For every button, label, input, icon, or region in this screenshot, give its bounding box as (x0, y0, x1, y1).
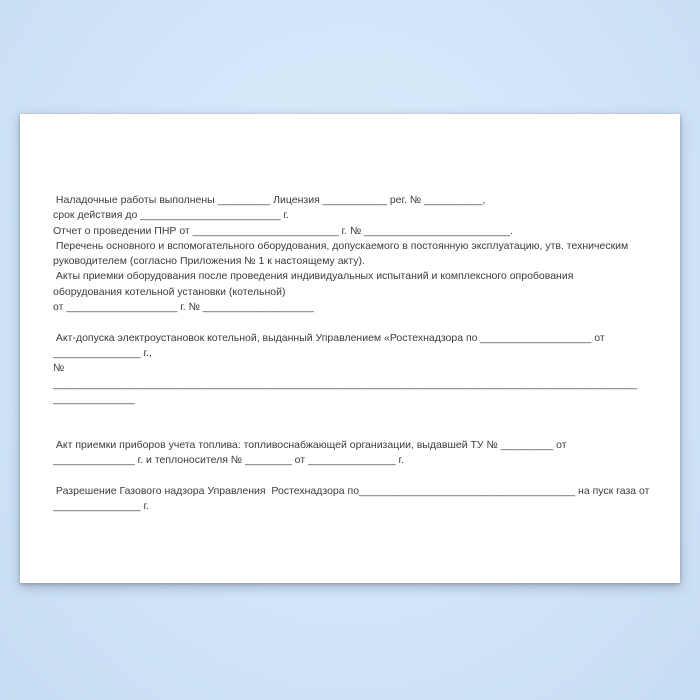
form-line-fuel-meters-act-cont: ______________ г. и теплоносителя № ________ от _______________ г. (53, 454, 404, 467)
form-line-electrical-act-date: _______________ г., (53, 346, 152, 359)
form-line-acceptance-acts: Акты приемки оборудования после проведения индивидуальных испытаний и комплексного опробования (53, 270, 574, 283)
form-line-gas-permit: Разрешение Газового надзора Управления Ростехнадзора по_____________________________________ на пуск газа от (53, 484, 650, 497)
form-line-fuel-meters-act: Акт приемки приборов учета топлива: топливоснабжающей организации, выдавшей ТУ № _________ от (53, 438, 567, 451)
form-line-equipment-list-cont: руководителем (согласно Приложения № 1 к настоящему акту). (53, 255, 365, 268)
form-line-long-blank-rule: ____________________________________________________________________________________________________ (53, 377, 637, 390)
form-line-acceptance-acts-cont: оборудования котельной установки (котельной) (53, 285, 286, 298)
form-line-blank (53, 407, 654, 422)
form-text-block (53, 193, 654, 514)
document-page (20, 114, 680, 583)
form-line-commissioning-works: Наладочные работы выполнены _________ Лицензия ___________ рег. № __________, (53, 194, 486, 206)
form-line-blank (53, 315, 654, 330)
form-line-pnr-report: Отчет о проведении ПНР от _________________________ г. № _________________________. (53, 224, 514, 237)
form-line-acceptance-date-number: от ___________________ г. № ___________________ (53, 301, 314, 314)
form-line-blank (53, 422, 654, 437)
form-line-blank (53, 468, 654, 483)
form-line-validity-period: срок действия до ________________________ г. (53, 209, 289, 222)
form-line-gas-permit-date: _______________ г. (53, 499, 149, 512)
form-line-number-label: № (53, 362, 65, 375)
form-line-equipment-list: Перечень основного и вспомогательного оборудования, допускаемого в постоянную эксплуатацию, утв. техническим (53, 239, 629, 252)
form-line-electrical-act: Акт-допуска электроустановок котельной, выданный Управлением «Ростехнадзора по ___________________ от (53, 331, 605, 344)
form-line-short-blank-rule: ______________ (53, 392, 135, 405)
